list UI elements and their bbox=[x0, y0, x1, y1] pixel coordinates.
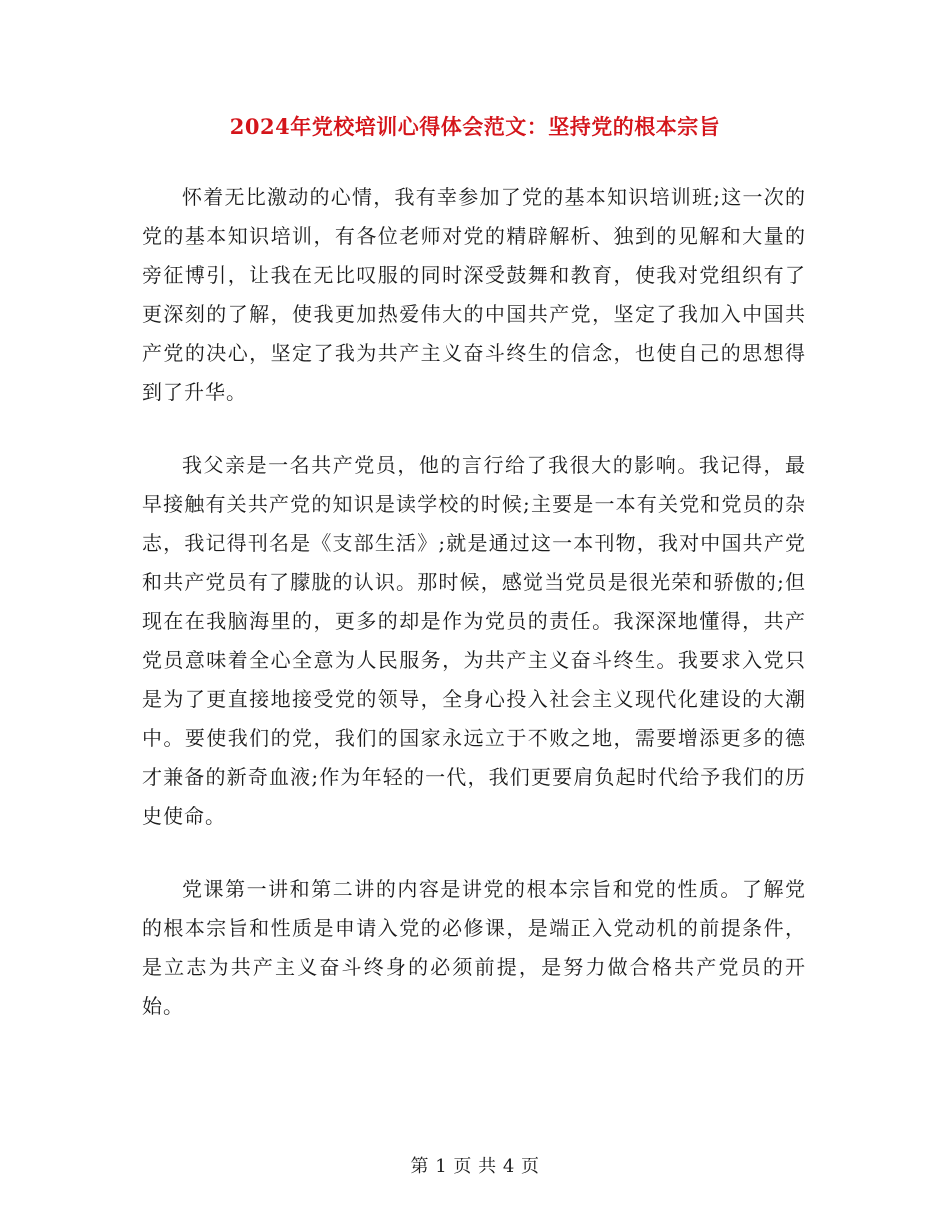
document-title: 2024年党校培训心得体会范文：坚持党的根本宗旨 bbox=[229, 114, 721, 139]
document-body bbox=[142, 178, 806, 1060]
paragraph-3: 党课第一讲和第二讲的内容是讲党的根本宗旨和党的性质。了解党的根本宗旨和性质是申请入党的必修课，是端正入党动机的前提条件，是立志为共产主义奋斗终身的必须前提，是努力做合格共产党员的开始。 bbox=[142, 877, 806, 1018]
paragraph-1: 怀着无比激动的心情，我有幸参加了党的基本知识培训班;这一次的党的基本知识培训，有各位老师对党的精辟解析、独到的见解和大量的旁征博引，让我在无比叹服的同时深受鼓舞和教育，使我对党组织有了更深刻的了解，使我更加热爱伟大的中国共产党，坚定了我加入中国共产党的决心，坚定了我为共产主义奋斗终生的信念，也使自己的思想得到了升华。 bbox=[142, 185, 806, 404]
page-footer: 第 1 页 共 4 页 bbox=[410, 1156, 540, 1177]
paragraph-2: 我父亲是一名共产党员，他的言行给了我很大的影响。我记得，最早接触有关共产党的知识是读学校的时候;主要是一本有关党和党员的杂志，我记得刊名是《支部生活》;就是通过这一本刊物，我对中国共产党和共产党员有了朦胧的认识。那时候，感觉当党员是很光荣和骄傲的;但现在在我脑海里的，更多的却是作为党员的责任。我深深地懂得，共产党员意味着全心全意为人民服务，为共产主义奋斗终生。我要求入党只是为了更直接地接受党的领导，全身心投入社会主义现代化建设的大潮中。要使我们的党，我们的国家永远立于不败之地，需要增添更多的德才兼备的新奇血液;作为年轻的一代，我们更要肩负起时代给予我们的历史使命。 bbox=[142, 453, 806, 828]
